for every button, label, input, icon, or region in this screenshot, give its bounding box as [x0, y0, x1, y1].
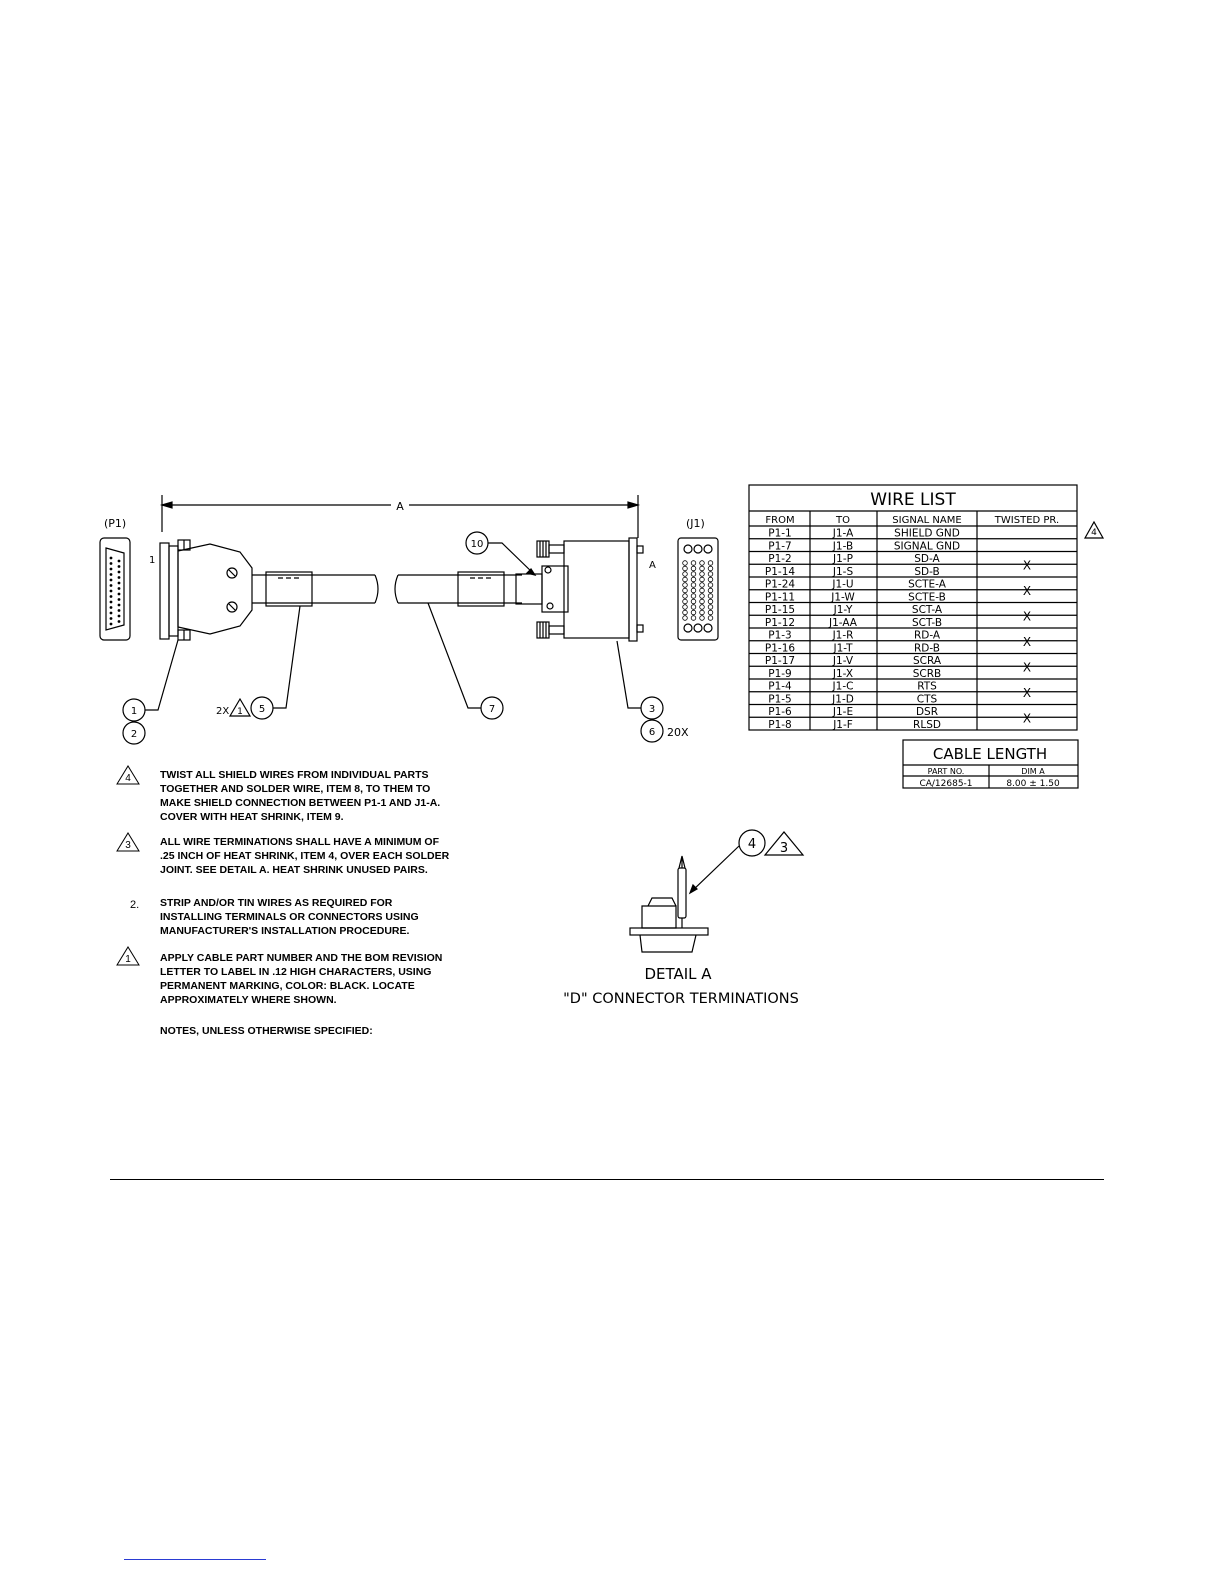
note2-marker: 2.: [130, 899, 140, 911]
wire-to: J1-D: [832, 693, 854, 706]
svg-text:6: 6: [648, 727, 656, 738]
wire-signal: SD-B: [914, 565, 940, 578]
wire-from: P1-17: [764, 655, 796, 667]
wire-to: J1-B: [832, 540, 854, 553]
header-twisted-pr: TWISTED PR.: [994, 515, 1060, 526]
wire-from: P1-2: [768, 553, 792, 565]
page-divider: [110, 1179, 1104, 1180]
balloon-3-6: [617, 641, 689, 742]
footnote-divider: [124, 1559, 266, 1560]
dim-a-value: 8.00 ± 1.50: [1006, 779, 1060, 789]
twisted-pair-mark: X: [1022, 685, 1032, 700]
dimension-a: [162, 495, 638, 538]
note4-line4: COVER WITH HEAT SHRINK, ITEM 9.: [160, 811, 344, 823]
note1-line1: APPLY CABLE PART NUMBER AND THE BOM REVISION: [160, 952, 443, 964]
twisted-pair-mark: X: [1022, 711, 1032, 726]
svg-text:1: 1: [130, 706, 138, 717]
wire-row: [749, 552, 977, 566]
wire-to: J1-T: [833, 642, 853, 655]
detail-a: [563, 830, 803, 1007]
svg-text:1: 1: [125, 954, 131, 965]
wire-to: J1-U: [832, 578, 854, 591]
wire-signal: SCTE-A: [908, 578, 946, 591]
p1-connector-face: [100, 517, 130, 640]
wire-from: P1-16: [764, 642, 796, 655]
twisted-pair-mark: X: [1022, 558, 1032, 573]
svg-text:20X: 20X: [667, 726, 689, 739]
wire-signal: SCRB: [912, 667, 942, 680]
wire-to: J1-V: [832, 655, 854, 667]
wire-row: [768, 528, 960, 540]
svg-text:4: 4: [125, 773, 131, 784]
wire-to: J1-P: [833, 553, 853, 565]
wire-signal: SHIELD GND: [894, 527, 960, 540]
balloon-7: [428, 603, 503, 719]
cable-length-title: CABLE LENGTH: [932, 745, 1048, 763]
wire-signal: SD-A: [914, 553, 940, 565]
header-part-no: PART NO.: [927, 767, 965, 776]
note4-line1: TWIST ALL SHIELD WIRES FROM INDIVIDUAL PARTS: [160, 769, 429, 781]
note4-line3: MAKE SHIELD CONNECTION BETWEEN P1-1 AND J1-A.: [160, 797, 441, 809]
p1-connector-backshell: [149, 540, 252, 640]
svg-text:2X: 2X: [216, 706, 230, 717]
wire-signal: RTS: [917, 680, 937, 693]
note1-line3: PERMANENT MARKING, COLOR: BLACK. LOCATE: [160, 980, 415, 992]
wire-to: J1-X: [832, 667, 854, 680]
note2-line2: INSTALLING TERMINALS OR CONNECTORS USING: [160, 911, 419, 923]
note3-line1: ALL WIRE TERMINATIONS SHALL HAVE A MINIMUM OF: [160, 836, 440, 848]
note3-line2: .25 INCH OF HEAT SHRINK, ITEM 4, OVER EACH SOLDER: [160, 850, 450, 862]
svg-text:3: 3: [125, 840, 131, 851]
j1-connector-body: [537, 538, 656, 641]
wire-to: J1-R: [832, 629, 854, 642]
balloon-1-2: [123, 640, 178, 744]
wire-to: J1-E: [832, 706, 854, 718]
p1-label: (P1): [104, 517, 127, 530]
balloon-5-note1: [216, 606, 300, 719]
wire-from: P1-24: [764, 578, 796, 591]
wire-from: P1-5: [768, 693, 792, 706]
wire-to: J1-W: [831, 591, 855, 604]
wire-row: [749, 654, 977, 668]
part-no-value: CA/12685-1: [919, 779, 973, 789]
note4-line2: TOGETHER AND SOLDER WIRE, ITEM 8, TO THEM TO: [160, 783, 431, 795]
detail-balloon: 4: [747, 837, 757, 852]
svg-text:1: 1: [237, 707, 243, 717]
header-to: TO: [836, 515, 850, 526]
wire-from: P1-12: [764, 616, 796, 629]
wire-signal: SCT-B: [911, 616, 943, 629]
note1-line2: LETTER TO LABEL IN .12 HIGH CHARACTERS, USING: [160, 966, 432, 978]
wire-signal: RD-B: [914, 642, 940, 655]
note3-line3: JOINT. SEE DETAIL A. HEAT SHRINK UNUSED PAIRS.: [160, 864, 428, 876]
wire-from: P1-8: [768, 718, 792, 731]
wire-row: [749, 603, 977, 617]
wire-to: J1-F: [833, 718, 853, 731]
note2-line3: MANUFACTURER'S INSTALLATION PROCEDURE.: [160, 925, 410, 937]
wire-row: [749, 679, 977, 693]
j1-connector-face: [678, 517, 718, 640]
wire-signal: RD-A: [913, 629, 941, 642]
wire-from: P1-3: [768, 629, 792, 642]
wire-from: P1-4: [768, 680, 792, 693]
wire-from: P1-11: [764, 591, 796, 604]
wire-row: [749, 577, 977, 591]
notes-block: [117, 766, 450, 1037]
note1-line4: APPROXIMATELY WHERE SHOWN.: [160, 994, 337, 1006]
wire-signal: SCT-A: [911, 604, 943, 616]
wire-signal: CTS: [916, 693, 938, 706]
wire-from: P1-1: [768, 527, 792, 540]
wire-from: P1-9: [768, 667, 792, 680]
wire-row: [749, 628, 977, 642]
twisted-pair-mark: X: [1022, 660, 1032, 675]
wire-to: J1-AA: [829, 616, 857, 629]
cable-right-segment: [395, 572, 542, 606]
wire-signal: SCRA: [912, 655, 942, 667]
header-dim-a: DIM A: [1021, 767, 1045, 776]
wire-from: P1-7: [768, 540, 792, 553]
wire-signal: SIGNAL GND: [893, 540, 961, 553]
pin1-label: 1: [149, 555, 156, 566]
detail-title: DETAIL A: [644, 965, 712, 983]
dimension-a-label: A: [396, 500, 404, 513]
twisted-pair-mark: X: [1022, 583, 1032, 598]
wire-signal: DSR: [915, 706, 939, 718]
twisted-pair-mark: X: [1022, 609, 1032, 624]
detail-triangle-label: 3: [779, 841, 789, 856]
notes-heading: NOTES, UNLESS OTHERWISE SPECIFIED:: [160, 1025, 373, 1037]
wire-signal: RLSD: [913, 718, 941, 731]
wire-signal: SCTE-B: [908, 591, 946, 604]
svg-text:7: 7: [488, 704, 496, 715]
wire-list-title: WIRE LIST: [870, 490, 956, 510]
wire-to: J1-S: [832, 565, 854, 578]
cable-left-segment: [252, 572, 378, 606]
wire-row: [749, 539, 1077, 553]
wire-from: P1-14: [764, 565, 796, 578]
header-signal-name: SIGNAL NAME: [892, 515, 962, 526]
j1-label: (J1): [686, 517, 705, 530]
detail-subtitle: "D" CONNECTOR TERMINATIONS: [563, 991, 799, 1007]
svg-text:10: 10: [470, 539, 484, 550]
balloon-10: [466, 532, 535, 575]
svg-text:2: 2: [130, 729, 138, 740]
twisted-pair-mark: X: [1022, 634, 1032, 649]
wire-row: [749, 705, 977, 719]
wire-from: P1-6: [768, 706, 792, 718]
wire-to: J1-A: [832, 527, 854, 540]
svg-text:3: 3: [648, 704, 656, 715]
wire-list-table: [749, 485, 1103, 731]
wire-to: J1-Y: [833, 604, 853, 616]
svg-text:5: 5: [258, 704, 266, 715]
note4-ref-marker: 4: [1091, 528, 1097, 538]
wire-from: P1-15: [764, 604, 796, 616]
note2-line1: STRIP AND/OR TIN WIRES AS REQUIRED FOR: [160, 897, 393, 909]
cable-length-table: [903, 740, 1078, 789]
j1-side-a-label: A: [649, 560, 656, 571]
wire-to: J1-C: [832, 680, 854, 693]
header-from: FROM: [765, 515, 795, 526]
